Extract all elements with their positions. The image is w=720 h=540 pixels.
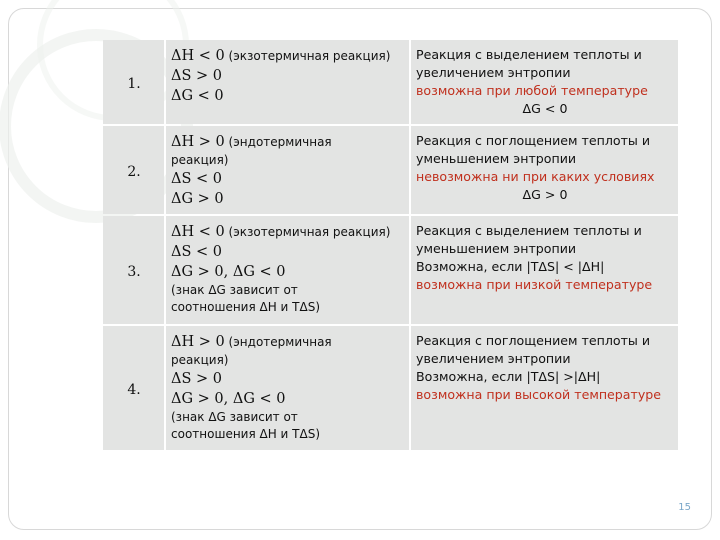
dg-value: ΔG > 0, ΔG < 0 [171,264,286,280]
dh-line [171,132,405,152]
dh-note: (экзотермичная реакция) [224,225,391,239]
dh-line [171,332,405,352]
table-row [103,126,678,214]
description-line: увеличением энтропии [416,351,571,366]
dh-line [171,222,405,242]
conditions-cell [166,216,409,324]
description-line: Реакция с выделением теплоты и [416,47,642,62]
description-line: Реакция с выделением теплоты и [416,223,642,238]
page-number: 15 [678,502,691,513]
conditions-cell [166,40,409,124]
conditions-cell [166,326,409,450]
table-row [103,216,678,324]
slide-frame [8,8,712,530]
dh-note: (эндотермичная [224,135,332,149]
description-line: уменьшением энтропии [416,241,577,256]
ds-value: ΔS > 0 [171,371,222,387]
ds-value: ΔS > 0 [171,68,222,84]
sign-note: соотношения ΔH и TΔS) [171,427,320,441]
dh-line [171,46,405,66]
description-cell [411,40,678,124]
sign-note: соотношения ΔH и TΔS) [171,300,320,314]
description-line: Реакция с поглощением теплоты и [416,333,651,348]
dh-note: (эндотермичная [224,335,332,349]
description-line: уменьшением энтропии [416,151,577,166]
sign-note: (знак ΔG зависит от [171,283,298,297]
table-row [103,326,678,450]
description-line: Реакция с поглощением теплоты и [416,133,651,148]
condition-line: Возможна, если |TΔS| < |ΔH| [416,259,605,274]
description-cell [411,216,678,324]
dh-value: ΔH > 0 [171,134,225,150]
dg-value: ΔG > 0, ΔG < 0 [171,391,286,407]
row-number: 3. [103,216,164,324]
dh-value: ΔH < 0 [171,48,225,64]
ds-value: ΔS < 0 [171,171,222,187]
condition-line: Возможна, если |TΔS| >|ΔH| [416,369,601,384]
dg-result: ΔG < 0 [522,101,568,116]
dg-value: ΔG < 0 [171,88,224,104]
row-number: 2. [103,126,164,214]
feasibility-text: невозможна ни при каких условиях [416,169,655,184]
dh-note-cont: реакция) [171,153,229,167]
conditions-cell [166,126,409,214]
description-cell [411,326,678,450]
feasibility-text: возможна при любой температуре [416,83,648,98]
dh-note: (экзотермичная реакция) [224,49,391,63]
description-cell [411,126,678,214]
dh-value: ΔH < 0 [171,224,225,240]
feasibility-text: возможна при высокой температуре [416,387,662,402]
description-line: увеличением энтропии [416,65,571,80]
dh-value: ΔH > 0 [171,334,225,350]
feasibility-text: возможна при низкой температуре [416,277,653,292]
ds-value: ΔS < 0 [171,244,222,260]
row-number: 4. [103,326,164,450]
table-row [103,40,678,124]
thermodynamics-table [101,38,680,452]
dg-value: ΔG > 0 [171,191,224,207]
dg-result: ΔG > 0 [522,187,568,202]
dh-note-cont: реакция) [171,353,229,367]
row-number: 1. [103,40,164,124]
sign-note: (знак ΔG зависит от [171,410,298,424]
